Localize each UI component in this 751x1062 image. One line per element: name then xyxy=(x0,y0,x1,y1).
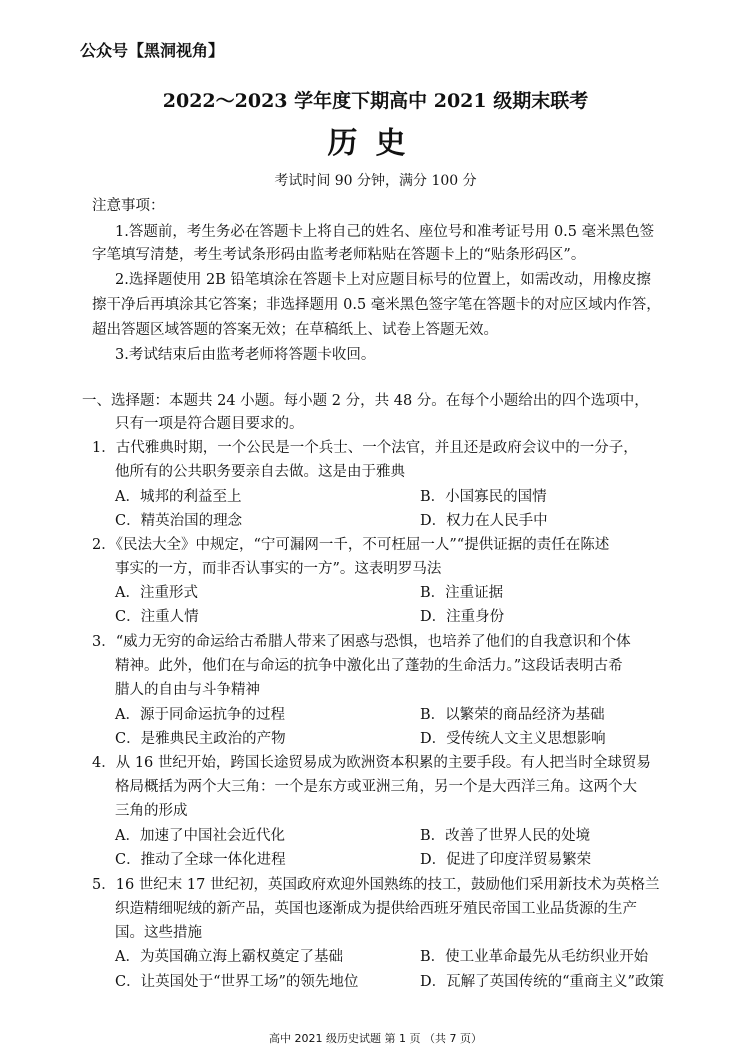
exam-info: 考试时间 90 分钟，满分 100 分 xyxy=(274,173,477,189)
question-3-option-a: A．源于同命运抗争的过程 xyxy=(115,707,285,723)
question-2-option-c: C．注重人情 xyxy=(115,609,199,625)
section-heading: 一、选择题：本题共 24 小题。每小题 2 分，共 48 分。在每个小题给出的四个选项中， xyxy=(82,393,649,409)
notice-line: 2.选择题使用 2B 铅笔填涂在答题卡上对应题目标号的位置上，如需改动，用橡皮擦 xyxy=(115,272,651,288)
question-3-stem: 精神。此外，他们在与命运的抗争中激化出了蓬勃的生命活力。”这段话表明古希 xyxy=(115,658,623,674)
notice-line: 超出答题区域答题的答案无效；在草稿纸上、试卷上答题无效。 xyxy=(92,322,498,338)
question-2-option-d: D．注重身份 xyxy=(420,609,505,625)
question-1-stem: 1．古代雅典时期，一个公民是一个兵士、一个法官，并且还是政府会议中的一分子， xyxy=(92,440,638,456)
question-2-option-a: A．注重形式 xyxy=(115,585,198,601)
question-4-stem: 4．从 16 世纪开始，跨国长途贸易成为欧洲资本积累的主要手段。有人把当时全球贸易 xyxy=(92,755,651,771)
question-5-option-d: D．瓦解了英国传统的“重商主义”政策 xyxy=(420,974,664,990)
question-5-stem: 国。这些措施 xyxy=(115,925,202,941)
wechat-header: 公众号【黑洞视角】 xyxy=(80,41,225,60)
notice-line: 字笔填写清楚，考生考试条形码由监考老师粘贴在答题卡上的“贴条形码区”。 xyxy=(92,247,586,263)
question-3-stem: 腊人的自由与斗争精神 xyxy=(115,682,260,698)
notice-line: 3.考试结束后由监考老师将答题卡收回。 xyxy=(115,347,376,363)
question-2-stem: 2．《民法大全》中规定，“宁可漏网一千，不可枉屈一人”“提供证据的责任在陈述 xyxy=(92,537,610,553)
question-2-option-b: B．注重证据 xyxy=(420,585,504,601)
question-5-option-b: B．使工业革命最先从毛纺织业开始 xyxy=(420,949,649,965)
question-4-option-a: A．加速了中国社会近代化 xyxy=(115,828,285,844)
question-2-stem: 事实的一方，而非否认事实的一方”。这表明罗马法 xyxy=(115,561,442,577)
question-3-option-b: B．以繁荣的商品经济为基础 xyxy=(420,707,605,723)
question-4-stem: 三角的形成 xyxy=(115,803,188,819)
section-heading: 只有一项是符合题目要求的。 xyxy=(115,416,304,432)
question-4-option-d: D．促进了印度洋贸易繁荣 xyxy=(420,852,592,868)
question-1-option-d: D．权力在人民手中 xyxy=(420,513,548,529)
notice-line: 擦干净后再填涂其它答案；非选择题用 0.5 毫米黑色签字笔在答题卡的对应区域内作答， xyxy=(92,297,661,313)
question-5-option-a: A．为英国确立海上霸权奠定了基础 xyxy=(115,949,343,965)
question-5-stem: 织造精细呢绒的新产品，英国也逐渐成为提供给西班牙殖民帝国工业品货源的生产 xyxy=(115,901,637,917)
question-5-stem: 5．16 世纪末 17 世纪初，英国政府欢迎外国熟练的技工，鼓励他们采用新技术为英格兰 xyxy=(92,877,660,893)
notice-heading: 注意事项： xyxy=(92,198,165,214)
question-5-option-c: C．让英国处于“世界工场”的领先地位 xyxy=(115,974,359,990)
question-3-stem: 3．“威力无穷的命运给古希腊人带来了困惑与恐惧，也培养了他们的自我意识和个体 xyxy=(92,634,631,650)
question-3-option-d: D．受传统人文主义思想影响 xyxy=(420,731,606,747)
question-1-option-a: A．城邦的利益至上 xyxy=(115,489,242,505)
subject-title: 历史 xyxy=(327,126,424,161)
question-4-stem: 格局概括为两个大三角：一个是东方或亚洲三角，另一个是大西洋三角。这两个大 xyxy=(115,779,637,795)
question-4-option-c: C．推动了全球一体化进程 xyxy=(115,852,286,868)
question-3-option-c: C．是雅典民主政治的产物 xyxy=(115,731,286,747)
notice-line: 1.答题前，考生务必在答题卡上将自己的姓名、座位号和准考证号用 0.5 毫米黑色签 xyxy=(115,224,655,240)
exam-title: 2022～2023 学年度下期高中 2021 级期末联考 xyxy=(162,90,589,112)
question-4-option-b: B．改善了世界人民的处境 xyxy=(420,828,591,844)
question-1-option-c: C．精英治国的理念 xyxy=(115,513,243,529)
question-1-option-b: B．小国寡民的国情 xyxy=(420,489,547,505)
question-1-stem: 他所有的公共职务要亲自去做。这是由于雅典 xyxy=(115,464,405,480)
page-footer: 高中 2021 级历史试题 第 1 页 （共 7 页） xyxy=(269,1032,482,1045)
